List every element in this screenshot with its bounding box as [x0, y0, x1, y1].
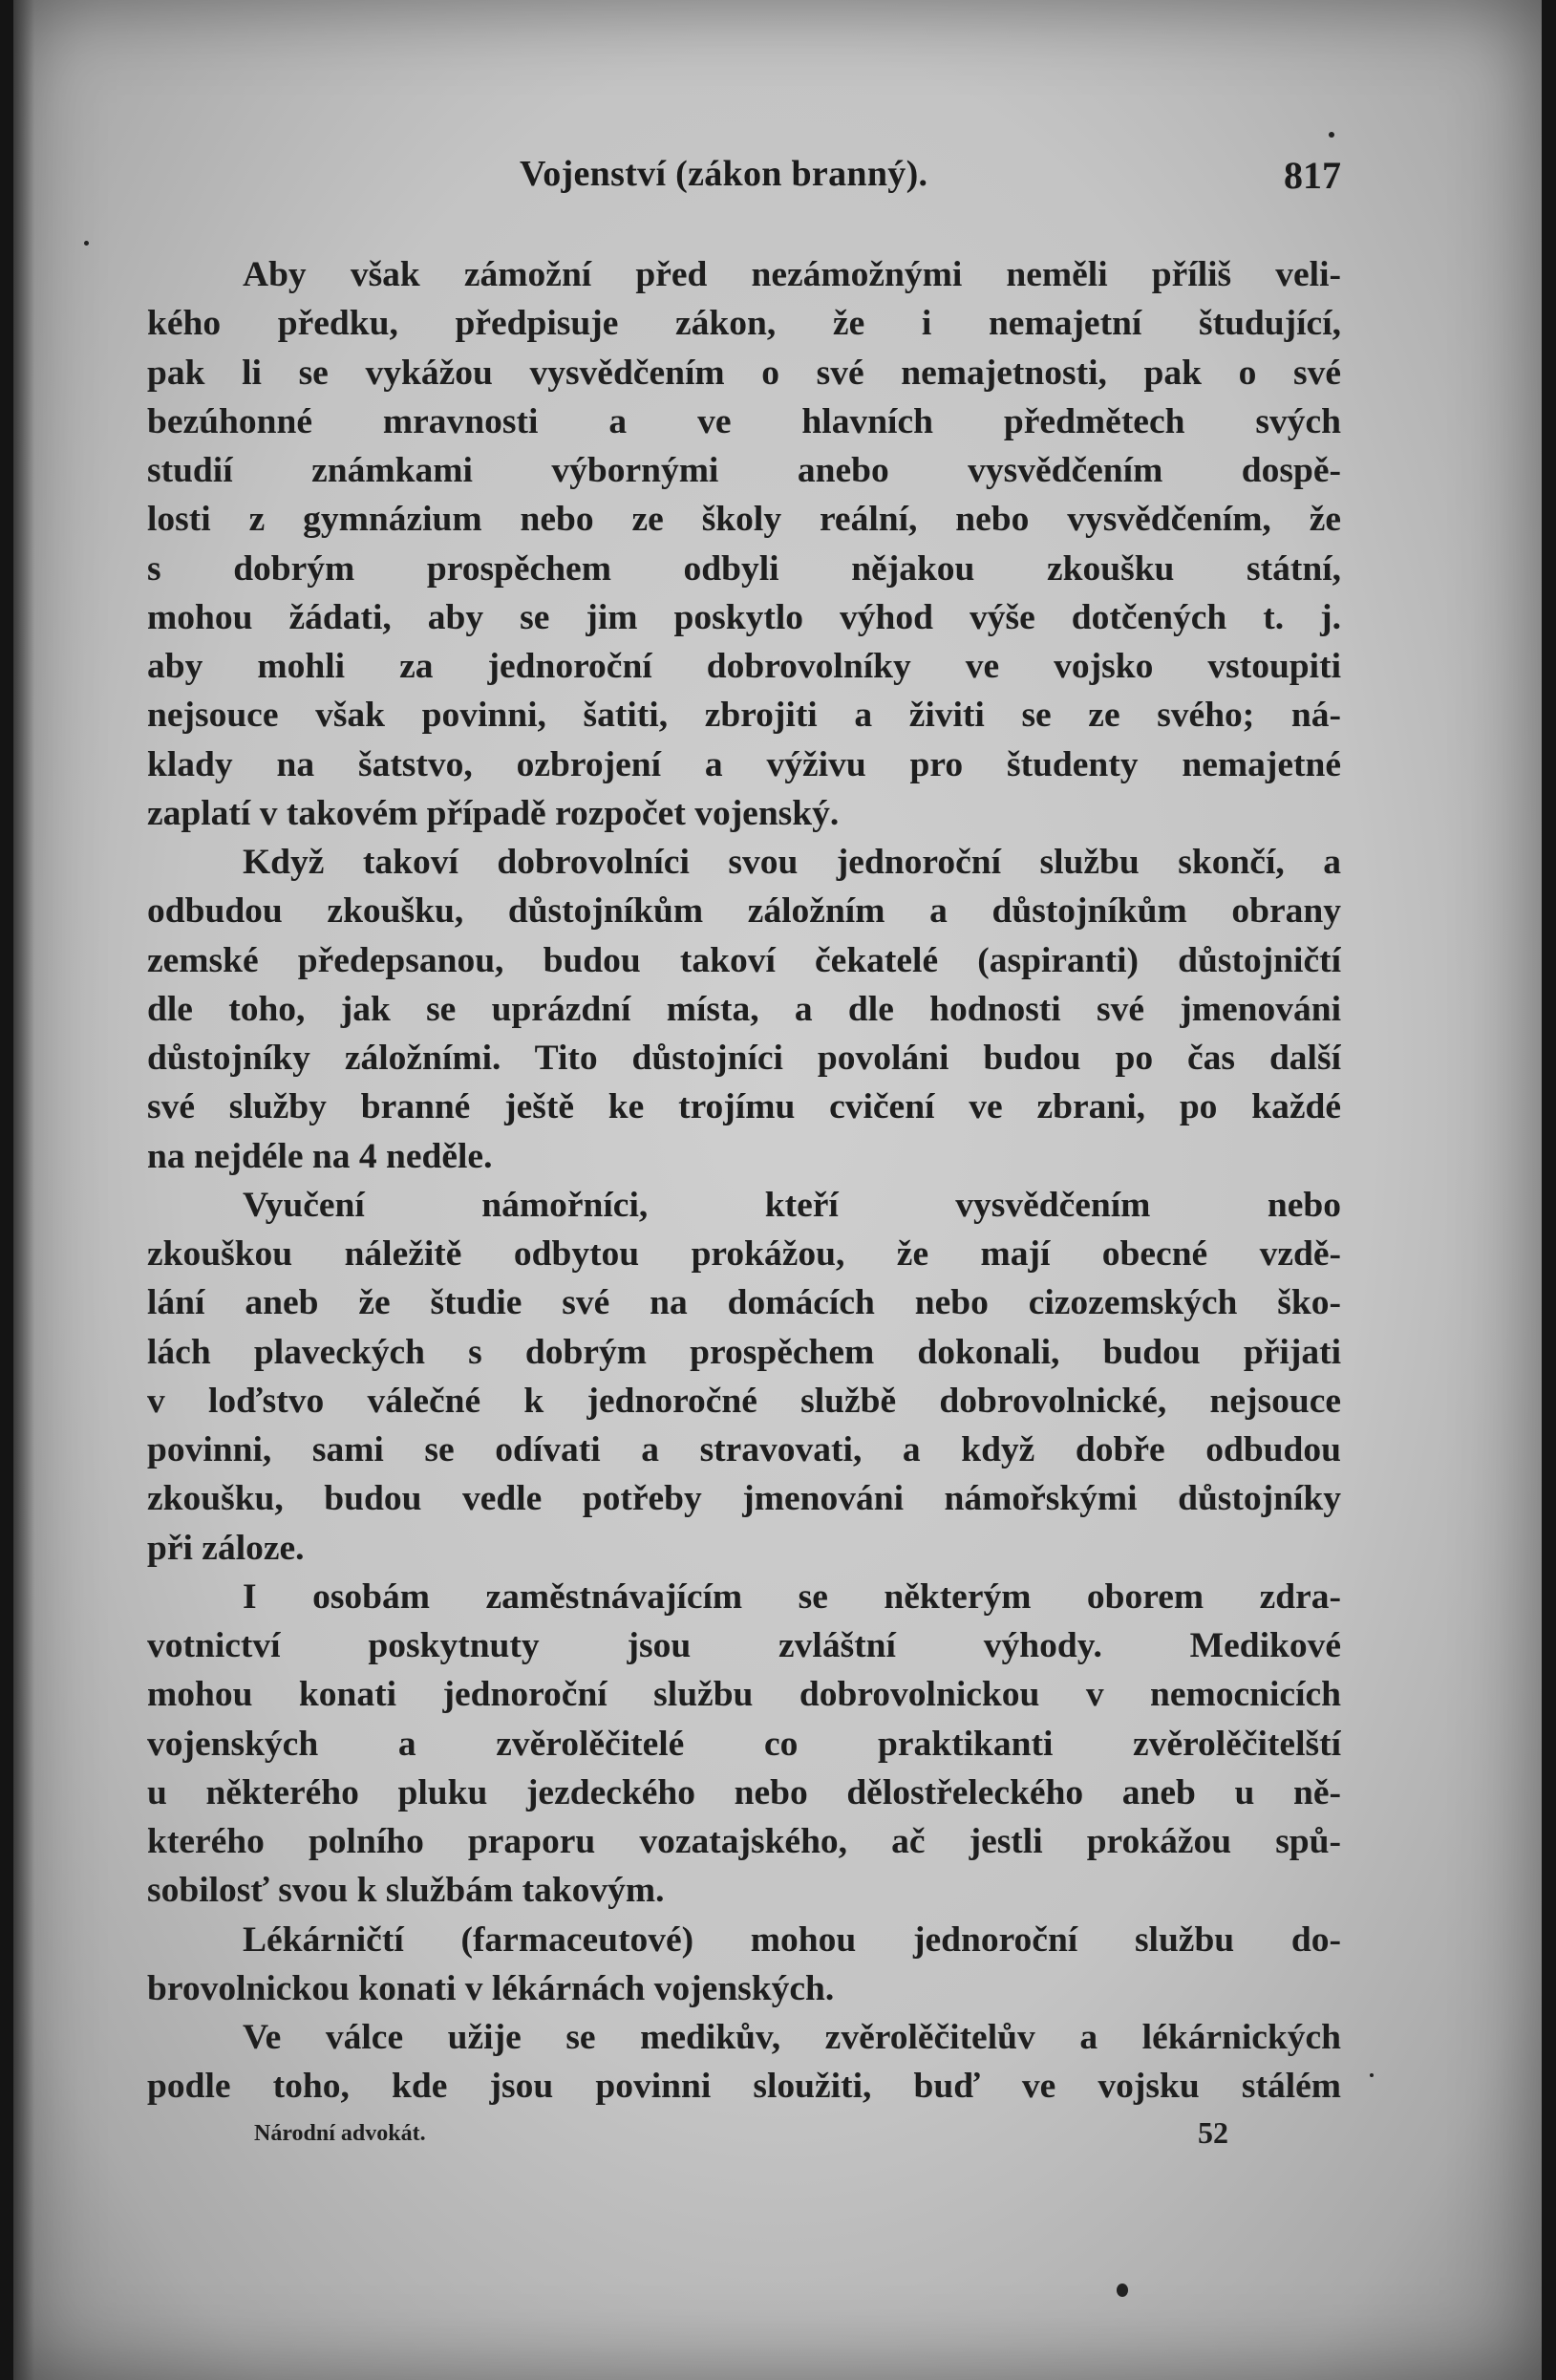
text-line: Ve válce užije se medikův, zvěrolěčitelův a lékárnických	[243, 2018, 1341, 2057]
text-line: mohou žádati, aby se jim poskytlo výhod výše dotčených t. j.	[147, 597, 1341, 637]
text-line: odbudou zkoušku, důstojníkům záložním a důstojníkům obrany	[147, 891, 1341, 932]
text-line: klady na šatstvo, ozbrojení a výživu pro študenty nemajetné	[147, 744, 1341, 784]
text-line: votnictví poskytnuty jsou zvláštní výhody. Medikové	[147, 1626, 1341, 1665]
text-line: aby mohli za jednoroční dobrovolníky ve vojsko vstoupiti	[147, 647, 1341, 686]
page-number: 817	[1284, 154, 1341, 197]
text-line: mohou konati jednoroční službu dobrovolnickou v nemocnicích	[147, 1675, 1341, 1715]
page-footer	[254, 2115, 1228, 2154]
ink-speck	[1370, 2073, 1374, 2077]
text-line: Vyučení námořníci, kteří vysvědčením nebo	[243, 1185, 1341, 1225]
text-line: kterého polního praporu vozatajského, ač jestli prokážou spů-	[147, 1822, 1341, 1861]
text-line: losti z gymnázium nebo ze školy reální, nebo vysvědčením, že	[147, 500, 1341, 540]
text-line: s dobrým prospěchem odbyli nějakou zkoušku státní,	[147, 548, 1341, 589]
sheet-number: 52	[1198, 2115, 1228, 2150]
text-line: Aby však zámožní před nezámožnými neměli příliš veli-	[243, 255, 1341, 294]
page-header	[147, 153, 1341, 210]
text-line: bezúhonné mravnosti a ve hlavních předmětech svých	[147, 401, 1341, 441]
ink-speck	[1329, 132, 1334, 138]
text-line: u některého pluku jezdeckého nebo dělostřeleckého aneb u ně-	[147, 1772, 1341, 1812]
text-line: kého předku, předpisuje zákon, že i nemajetní študující,	[147, 304, 1341, 344]
text-line: na nejdéle na 4 neděle.	[147, 1136, 493, 1176]
text-line: zkouškou náležitě odbytou prokážou, že mají obecné vzdě-	[147, 1234, 1341, 1274]
text-line: studií známkami výbornými anebo vysvědčením dospě-	[147, 451, 1341, 490]
text-line: při záloze.	[147, 1528, 305, 1568]
text-line: lách plaveckých s dobrým prospěchem dokonali, budou přijati	[147, 1332, 1341, 1372]
text-line: zaplatí v takovém případě rozpočet vojenský.	[147, 793, 840, 833]
book-page	[13, 0, 1542, 2380]
body-text	[147, 250, 1341, 2112]
ink-speck	[84, 241, 89, 246]
text-line: zemské předepsanou, budou takoví čekatelé (aspiranti) důstojničtí	[147, 940, 1341, 980]
ink-speck	[1117, 2284, 1128, 2297]
text-line: své služby branné ještě ke trojímu cvičení ve zbrani, po každé	[147, 1087, 1341, 1127]
text-line: v loďstvo válečné k jednoročné službě dobrovolnické, nejsouce	[147, 1381, 1341, 1421]
text-line: povinni, sami se odívati a stravovati, a když dobře odbudou	[147, 1430, 1341, 1469]
text-line: Když takoví dobrovolníci svou jednoroční službu skončí, a	[243, 843, 1341, 882]
text-line: dle toho, jak se uprázdní místa, a dle hodnosti své jmenováni	[147, 989, 1341, 1029]
text-line: I osobám zaměstnávajícím se některým oborem zdra-	[243, 1576, 1341, 1617]
text-line: sobilosť svou k službám takovým.	[147, 1871, 665, 1911]
text-line: lání aneb že študie své na domácích nebo cizozemských ško-	[147, 1283, 1341, 1323]
text-line: brovolnickou konati v lékárnách vojenských.	[147, 1968, 835, 2008]
text-line: vojenských a zvěrolěčitelé co praktikanti zvěrolěčitelští	[147, 1724, 1341, 1764]
text-line: pak li se vykážou vysvědčením o své nemajetnosti, pak o své	[147, 353, 1341, 393]
text-line: Lékárničtí (farmaceutové) mohou jednoroční službu do-	[243, 1919, 1341, 1960]
running-title: Vojenství (zákon branný).	[520, 154, 928, 194]
text-line: zkoušku, budou vedle potřeby jmenováni námořskými důstojníky	[147, 1479, 1341, 1519]
signature-mark: Národní advokát.	[254, 2121, 426, 2146]
text-line: nejsouce však povinni, šatiti, zbrojiti a živiti se ze svého; ná-	[147, 696, 1341, 736]
text-line: podle toho, kde jsou povinni sloužiti, buď ve vojsku stálém	[147, 2067, 1341, 2107]
text-line: důstojníky záložními. Tito důstojníci povoláni budou po čas další	[147, 1039, 1341, 1078]
